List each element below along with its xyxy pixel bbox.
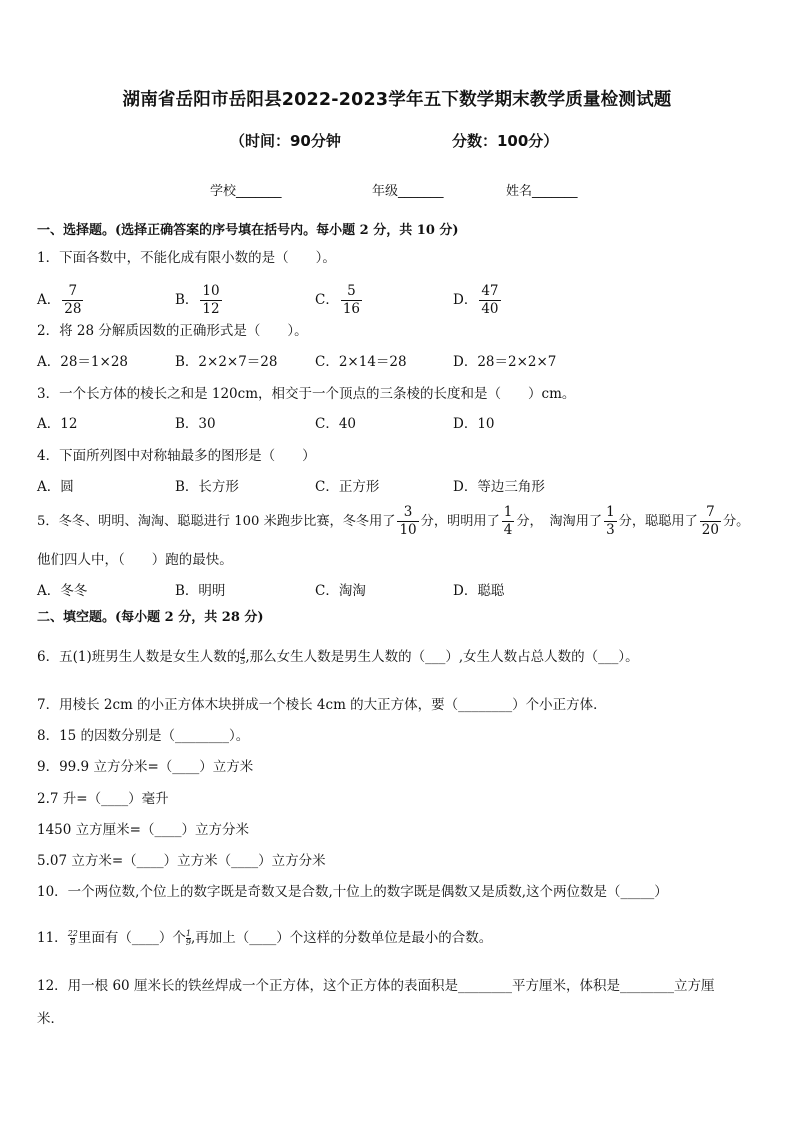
q4-option-c: C．正方形 <box>315 479 380 495</box>
q1-option-c: C． $\frac{5}{16}$ <box>315 283 361 317</box>
question-3: 3．一个长方体的棱长之和是 120cm，相交于一个顶点的三条棱的长度和是（ ）cm。 <box>37 386 576 402</box>
question-9-line-4: 5.07 立方米=（____）立方米（____）立方分米 <box>37 853 326 869</box>
page-title: 湖南省岳阳市岳阳县2022-2023学年五下数学期末教学质量检测试题 <box>122 90 672 110</box>
q5-option-b: B．明明 <box>175 583 226 599</box>
question-5-line-2: 他们四人中，（ ）跑的最快。 <box>37 552 233 568</box>
question-5: 5．冬冬、明明、淘淘、聪聪进行 100 米跑步比赛，冬冬用了 $\frac{3}{10}$ 分，明明用了 $\frac{1}{4}$ 分， 淘淘用了 $\frac{1}{3}$ 分，聪聪用了 $\frac{7}{20}$ 分。 <box>37 504 750 538</box>
question-11: 11． $\frac{22}{9}$ 里面有（____）个 $\frac{1}{9}$ ,再加上（____）个这样的分数单位是最小的合数。 <box>37 929 493 947</box>
q4-option-a: A．圆 <box>37 479 74 495</box>
question-4: 4．下面所列图中对称轴最多的图形是（ ） <box>37 448 316 464</box>
question-9-line-2: 2.7 升=（____）毫升 <box>37 791 169 807</box>
q5-option-c: C．淘淘 <box>315 583 366 599</box>
q1-option-b: B． $\frac{10}{12}$ <box>175 283 220 317</box>
q2-option-d: D．28＝2×2×7 <box>453 354 557 370</box>
name-field: 姓名_______ <box>506 184 578 199</box>
q2-option-b: B．2×2×7＝28 <box>175 354 278 370</box>
question-9-line-3: 1450 立方厘米=（____）立方分米 <box>37 822 249 838</box>
q2-option-a: A．28＝1×28 <box>37 354 129 370</box>
q4-option-b: B．长方形 <box>175 479 239 495</box>
section-2-heading: 二、填空题。(每小题 2 分，共 28 分) <box>37 610 264 625</box>
q1-option-d: D． $\frac{47}{40}$ <box>453 283 499 317</box>
time-limit: （时间：90分钟 <box>230 132 341 150</box>
question-8: 8．15 的因数分别是（________）。 <box>37 728 250 744</box>
question-12-line-2: 米． <box>37 1011 64 1027</box>
q4-option-d: D．等边三角形 <box>453 479 545 495</box>
question-9-line-1: 9．99.9 立方分米=（____）立方米 <box>37 759 254 775</box>
q1-option-a: A． $\frac{7}{28}$ <box>37 283 82 317</box>
q3-option-a: A．12 <box>37 416 78 432</box>
question-7: 7．用棱长 2cm 的小正方体木块拼成一个棱长 4cm 的大正方体，要（________）个小正方体． <box>37 697 607 713</box>
school-field: 学校_______ <box>210 184 282 199</box>
question-12: 12．用一根 60 厘米长的铁丝焊成一个正方体，这个正方体的表面积是________平方厘米，体积是________立方厘 <box>37 978 715 994</box>
total-score: 分数：100分） <box>452 132 559 150</box>
section-1-heading: 一、选择题。(选择正确答案的序号填在括号内。每小题 2 分，共 10 分) <box>37 223 459 238</box>
q3-option-d: D．10 <box>453 416 495 432</box>
question-6: 6．五(1)班男生人数是女生人数的 $\frac{4}{5}$ ,那么女生人数是男生人数的（___）,女生人数占总人数的（___）。 <box>37 648 639 666</box>
q5-option-a: A．冬冬 <box>37 583 88 599</box>
q5-option-d: D．聪聪 <box>453 583 505 599</box>
question-1: 1．下面各数中，不能化成有限小数的是（ ）。 <box>37 250 336 266</box>
q3-option-c: C．40 <box>315 416 357 432</box>
question-10: 10．一个两位数,个位上的数字既是奇数又是合数,十位上的数字既是偶数又是质数,这个两位数是（_____） <box>37 884 668 900</box>
q3-option-b: B．30 <box>175 416 216 432</box>
grade-field: 年级_______ <box>372 184 444 199</box>
q2-option-c: C．2×14＝28 <box>315 354 407 370</box>
question-2: 2．将 28 分解质因数的正确形式是（ ）。 <box>37 323 308 339</box>
